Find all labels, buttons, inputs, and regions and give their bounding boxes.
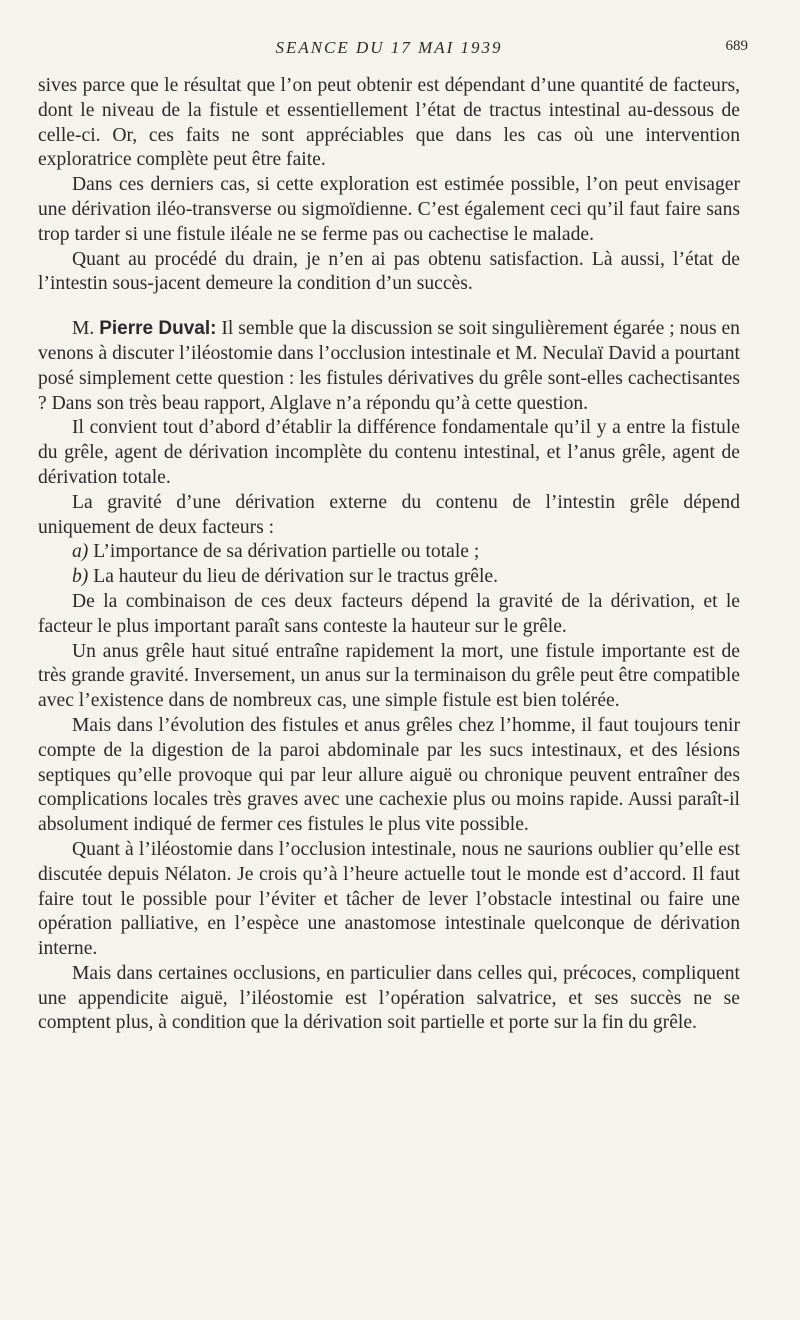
- paragraph-5: Il convient tout d’abord d’établir la différence fondamentale qu’il y a entre la fistule du grêle, agent de dérivation incomplète du contenu intestinal, et l’anus grêle, agent de dérivation totale.: [38, 417, 740, 488]
- paragraph-4: [38, 317, 740, 416]
- list-marker-a: a): [72, 541, 89, 563]
- list-item-a: [38, 540, 740, 565]
- paragraph-12: Quant à l’iléostomie dans l’occlusion intestinale, nous ne saurions oublier qu’elle est discutée depuis Nélaton. Je crois qu’à l’heure actuelle tout le monde est d’accord. Il faut faire tout le possible pour l’éviter et tâcher de lever l’obstacle intestinal ou faire une opération palliative, en l’espèce une anastomose intestinale quelconque de dérivation interne.: [38, 838, 740, 960]
- paragraph-9: De la combinaison de ces deux facteurs dépend la gravité de la dérivation, et le facteur le plus important paraît sans conteste la hauteur sur le grêle.: [38, 590, 740, 637]
- header-title: SEANCE DU 17 MAI 1939: [275, 38, 503, 57]
- list-item-b-text: La hauteur du lieu de dérivation sur le tractus grêle.: [93, 566, 499, 588]
- paragraph-6: La gravité d’une dérivation externe du contenu de l’intestin grêle dépend uniquement de deux facteurs :: [38, 491, 740, 538]
- list-marker-b: b): [72, 566, 89, 588]
- body-text: [38, 74, 740, 1036]
- paragraph-10: Un anus grêle haut situé entraîne rapidement la mort, une fistule importante est de très grande gravité. Inversement, un anus sur la terminaison du grêle peut être compatible avec l’existence dans de nombreux cas, une simple fistule est bien tolérée.: [38, 640, 740, 712]
- paragraph-4-text: Il semble que la discussion se soit singulièrement égarée ; nous en venons à discuter l’iléostomie dans l’occlusion intestinale et M. Neculaï David a pourtant posé simplement cette question : les fistules dérivatives du grêle sont-elles cachectisantes ? Dans son très beau rapport, Alglave n’a répondu qu’à cette question.: [38, 318, 740, 414]
- speaker-name: Pierre Duval:: [99, 318, 217, 340]
- document-page: [38, 38, 748, 1036]
- paragraph-2: Dans ces derniers cas, si cette exploration est estimée possible, l’on peut envisager une dérivation iléo-transverse ou sigmoïdienne. C’est également ceci qu’il faut faire sans trop tarder si une fistule iléale ne se ferme pas ou cachectise le malade.: [38, 174, 740, 245]
- page-number: 689: [725, 38, 748, 54]
- list-item-a-text: L’importance de sa dérivation partielle ou totale ;: [93, 541, 480, 563]
- paragraph-3: Quant au procédé du drain, je n’en ai pas obtenu satisfaction. Là aussi, l’état de l’intestin sous-jacent demeure la condition d’un succès.: [38, 248, 740, 295]
- paragraph-11: Mais dans l’évolution des fistules et anus grêles chez l’homme, il faut toujours tenir compte de la digestion de la paroi abdominale par les sucs intestinaux, et des lésions septiques qu’elle provoque qui par leur allure aiguë ou chronique peuvent entraîner des complications locales très graves avec une cachexie plus ou moins rapide. Aussi paraît-il absolument indiqué de fermer ces fistules le plus vite possible.: [38, 714, 740, 836]
- paragraph-13: Mais dans certaines occlusions, en particulier dans celles qui, précoces, compliquent une appendicite aiguë, l’iléostomie est l’opération salvatrice, et ses succès ne se comptent plus, à condition que la dérivation soit partielle et porte sur la fin du grêle.: [38, 962, 740, 1034]
- speaker-prefix: M.: [72, 318, 95, 340]
- list-item-b: [38, 565, 740, 590]
- paragraph-1: sives parce que le résultat que l’on peut obtenir est dépendant d’une quantité de facteurs, dont le niveau de la fistule et essentiellement l’état de tractus intestinal au-dessous de celle-ci. Or, ces faits ne sont appréciables que dans les cas où une intervention exploratrice complète peut être faite.: [38, 75, 740, 171]
- running-header: [38, 38, 748, 64]
